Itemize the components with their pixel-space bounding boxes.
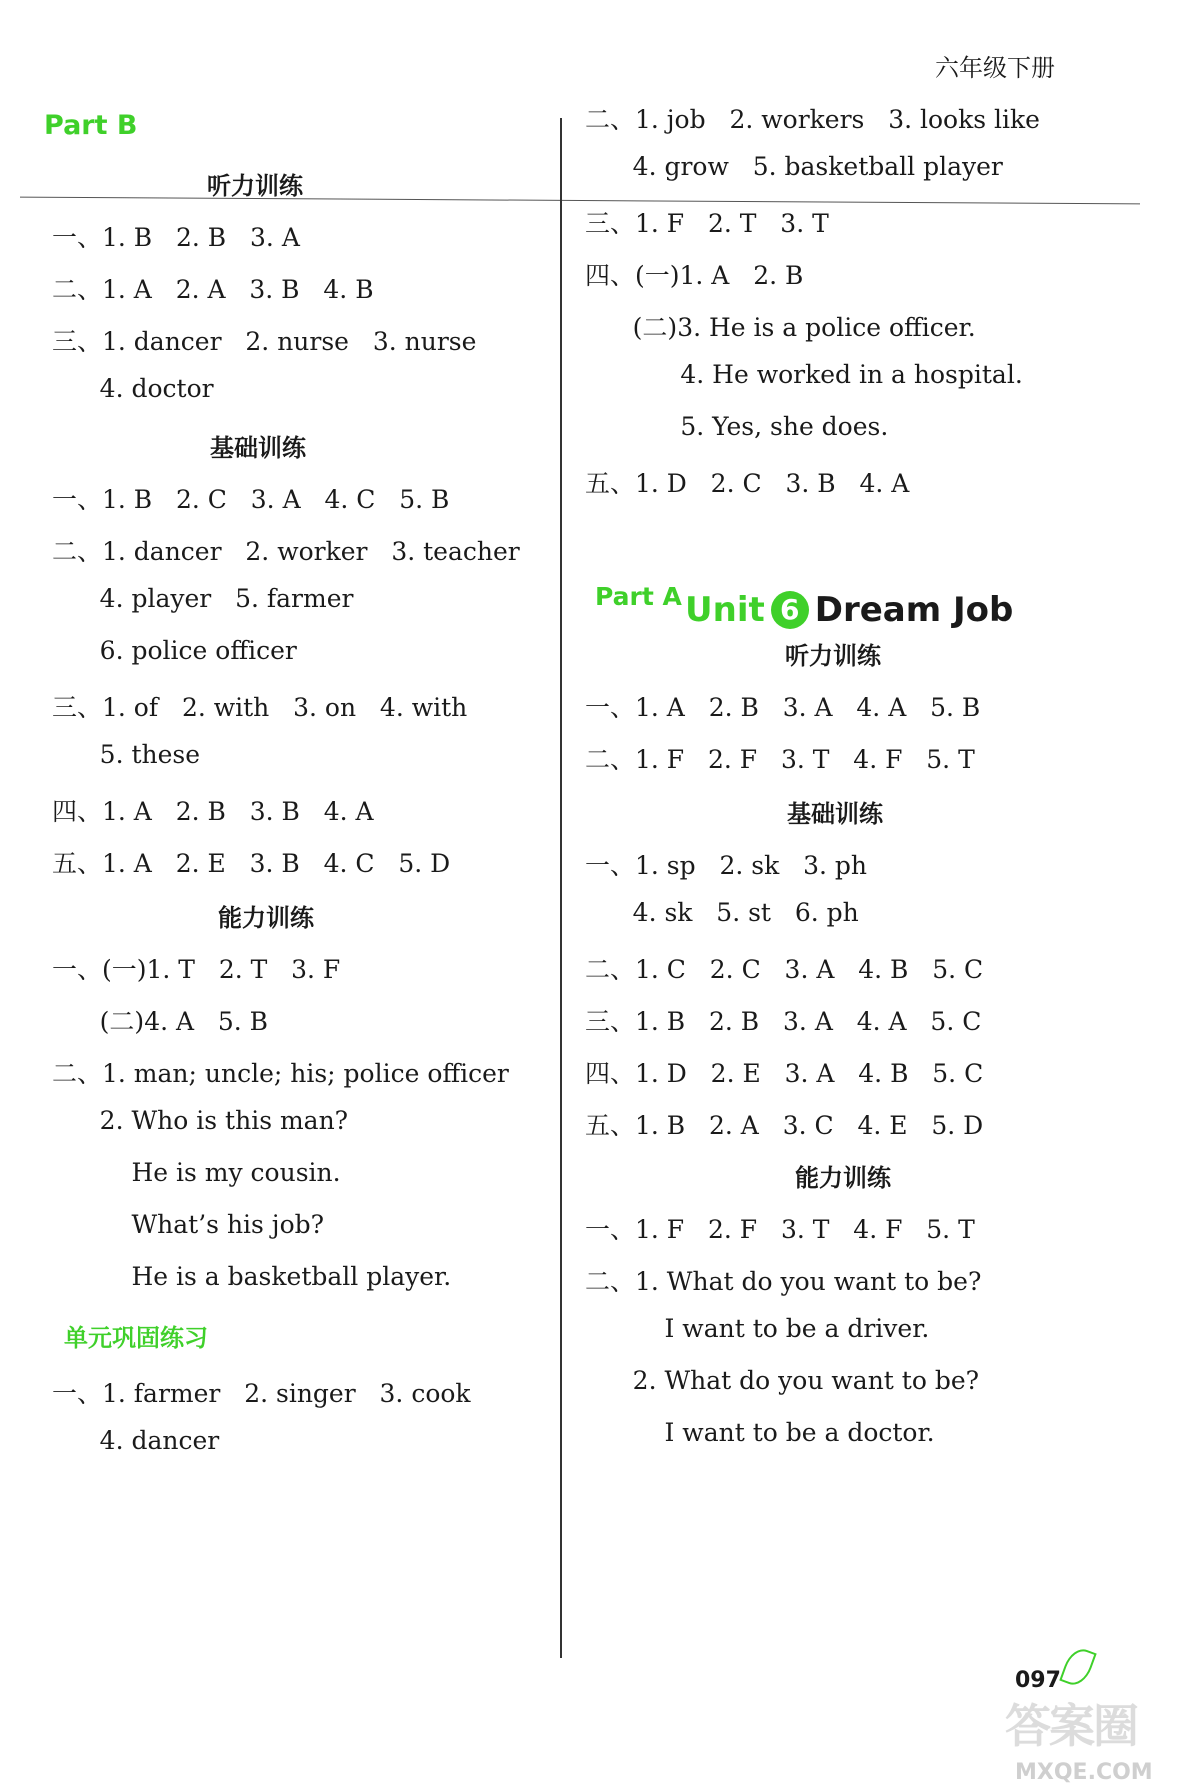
answer-line: 四、1. A 2. B 3. B 4. A [52, 797, 374, 826]
answer-line: 四、1. D 2. E 3. A 4. B 5. C [585, 1059, 984, 1088]
answer-line: 三、1. B 2. B 3. A 4. A 5. C [585, 1007, 982, 1036]
basic-title: 基础训练 [210, 434, 306, 462]
answer-line: 二、1. C 2. C 3. A 4. B 5. C [585, 955, 984, 984]
answer-line: I want to be a driver. [585, 1314, 930, 1343]
answer-line: What’s his job? [52, 1210, 325, 1239]
answer-line: 2. What do you want to be? [585, 1366, 980, 1395]
answer-line: 2. Who is this man? [52, 1106, 349, 1135]
answer-line: 4. doctor [52, 374, 214, 403]
answer-line: 一、(一)1. T 2. T 3. F [52, 955, 341, 984]
answer-line: 一、1. farmer 2. singer 3. cook [52, 1379, 471, 1408]
answer-line: 五、1. D 2. C 3. B 4. A [585, 469, 910, 498]
answer-line: 二、1. A 2. A 3. B 4. B [52, 275, 374, 304]
answer-line: 一、1. B 2. B 3. A [52, 223, 300, 252]
right-column [585, 0, 1145, 1792]
answer-line: 4. dancer [52, 1426, 220, 1455]
watermark-logo: 答案圈 [1005, 1699, 1137, 1753]
unit-title [685, 590, 1013, 630]
answer-line: 4. He worked in a hospital. [585, 360, 1023, 389]
answer-line: 三、1. dancer 2. nurse 3. nurse [52, 327, 477, 356]
answer-line: 三、1. of 2. with 3. on 4. with [52, 693, 468, 722]
answer-line: 5. these [52, 740, 201, 769]
answer-line: 二、1. job 2. workers 3. looks like [585, 105, 1040, 134]
answer-line: 五、1. B 2. A 3. C 4. E 5. D [585, 1111, 984, 1140]
answer-line: I want to be a doctor. [585, 1418, 935, 1447]
basic-title: 基础训练 [787, 800, 883, 828]
answer-line: 二、1. dancer 2. worker 3. teacher [52, 537, 520, 566]
unit-number-badge: 6 [771, 591, 809, 629]
answer-line: (二)3. He is a police officer. [585, 313, 976, 342]
unit-label: Unit [685, 590, 765, 630]
left-column [44, 0, 572, 1792]
listening-title: 听力训练 [785, 642, 881, 670]
answer-line: He is a basketball player. [52, 1262, 452, 1291]
answer-line: 6. police officer [52, 636, 297, 665]
answer-line: 一、1. sp 2. sk 3. ph [585, 851, 867, 880]
grade-label: 六年级下册 [935, 54, 1055, 82]
answer-line: 一、1. B 2. C 3. A 4. C 5. B [52, 485, 450, 514]
answer-line: 二、1. F 2. F 3. T 4. F 5. T [585, 745, 975, 774]
answer-line: 4. player 5. farmer [52, 584, 354, 613]
answer-line: 四、(一)1. A 2. B [585, 261, 804, 290]
answer-line: 二、1. What do you want to be? [585, 1267, 982, 1296]
unit-name: Dream Job [814, 590, 1014, 630]
watermark [1005, 1690, 1175, 1790]
answer-line: (二)4. A 5. B [52, 1007, 269, 1036]
part-b-heading: Part B [44, 110, 138, 141]
answer-line: 二、1. man; uncle; his; police officer [52, 1059, 509, 1088]
ability-title: 能力训练 [795, 1164, 891, 1192]
answer-line: 4. sk 5. st 6. ph [585, 898, 859, 927]
page-number: 097 [1015, 1668, 1061, 1693]
answer-line: 三、1. F 2. T 3. T [585, 209, 829, 238]
watermark-url: MXQE.COM [1015, 1760, 1153, 1785]
ability-title: 能力训练 [218, 904, 314, 932]
answer-line: 4. grow 5. basketball player [585, 152, 1003, 181]
answer-line: 一、1. A 2. B 3. A 4. A 5. B [585, 693, 981, 722]
answer-line: 一、1. F 2. F 3. T 4. F 5. T [585, 1215, 975, 1244]
part-a-heading: Part A [595, 582, 682, 611]
answer-line: 5. Yes, she does. [585, 412, 889, 441]
review-heading: 单元巩固练习 [64, 1324, 208, 1352]
listening-title: 听力训练 [207, 172, 303, 200]
answer-line: 五、1. A 2. E 3. B 4. C 5. D [52, 849, 451, 878]
answer-line: He is my cousin. [52, 1158, 341, 1187]
